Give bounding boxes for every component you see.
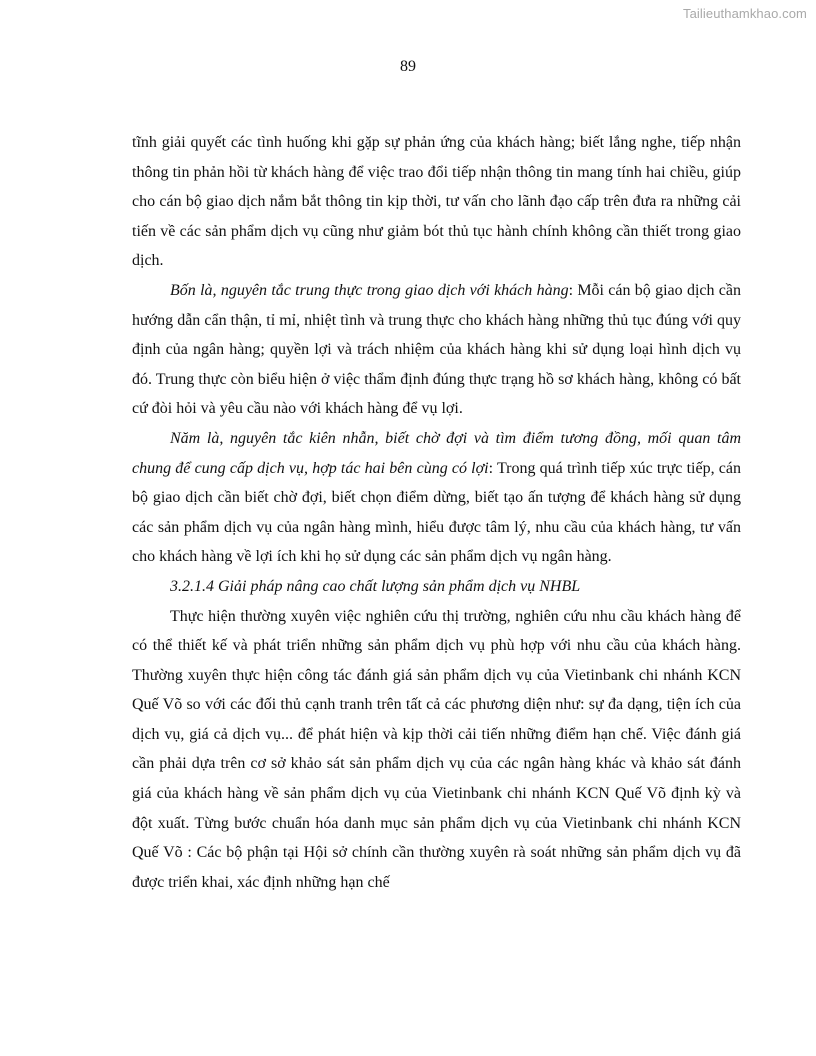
paragraph-continuation: tĩnh giải quyết các tình huống khi gặp sự phản ứng của khách hàng; biết lắng nghe, tiếp nhận thông tin phản hồi từ khách hàng để việc trao đổi tiếp nhận thông tin mang tính hai chiều, giúp cho cán bộ giao dịch nắm bắt thông tin kịp thời, tư vấn cho lãnh đạo cấp trên đưa ra những cải tiến về các sản phẩm dịch vụ cũng như giảm bót thủ tục hành chính không cần thiết trong giao dịch. (132, 134, 741, 270)
principle-five-title: Năm là, nguyên tắc kiên nhẫn, biết chờ đợi và tìm điểm tương đồng, mối quan tâm chung để cung cấp dịch vụ, hợp tác hai bên cùng có lợi (132, 429, 741, 477)
page-number: 89 (400, 58, 416, 75)
paragraph-quality-solution: Thực hiện thường xuyên việc nghiên cứu thị trường, nghiên cứu nhu cầu khách hàng để có thể thiết kế và phát triển những sản phẩm dịch vụ phù hợp với nhu cầu của khách hàng. Thường xuyên thực hiện công tác đánh giá sản phẩm dịch vụ của Vietinbank chi nhánh KCN Quế Võ so với các đối thủ cạnh tranh trên tất cả các phương diện như: sự đa dạng, tiện ích của dịch vụ, giá cả dịch vụ... để phát hiện và kịp thời cải tiến những điểm hạn chế. Việc đánh giá cần phải dựa trên cơ sở khảo sát sản phẩm dịch vụ của các ngân hàng khác và khảo sát đánh giá của khách hàng về sản phẩm dịch vụ của Vietinbank chi nhánh KCN Quế Võ định kỳ và đột xuất. Từng bước chuẩn hóa danh mục sản phẩm dịch vụ của Vietinbank chi nhánh KCN Quế Võ : Các bộ phận tại Hội sở chính cần thường xuyên rà soát những sản phẩm dịch vụ đã được triển khai, xác định những hạn chế (132, 607, 741, 891)
paragraph-principle-five (132, 424, 741, 572)
watermark: Tailieuthamkhao.com (682, 6, 807, 21)
principle-four-body: : Mỗi cán bộ giao dịch cần hướng dẫn cẩn thận, tỉ mỉ, nhiệt tình và trung thực cho khách hàng những thủ tục đúng với quy định của ngân hàng; quyền lợi và trách nhiệm của khách hàng khi sử dụng loại hình dịch vụ đó. Trung thực còn biểu hiện ở việc thẩm định đúng thực trạng hồ sơ khách hàng, không có bất cứ đòi hỏi và yêu cầu nào với khách hàng để vụ lợi. (132, 281, 741, 418)
principle-four-title: Bốn là, nguyên tắc trung thực trong giao dịch với khách hàng (170, 281, 569, 299)
paragraph-principle-four (132, 276, 741, 424)
document-body (132, 128, 741, 897)
section-heading: 3.2.1.4 Giải pháp nâng cao chất lượng sản phẩm dịch vụ NHBL (170, 577, 581, 595)
principle-five-body: : Trong quá trình tiếp xúc trực tiếp, cán bộ giao dịch cần biết chờ đợi, biết chọn điểm dừng, biết tạo ấn tượng để khách hàng sử dụng các sản phẩm dịch vụ của ngân hàng mình, hiểu được tâm lý, nhu cầu của khách hàng, tư vấn cho khách hàng về lợi ích khi họ sử dụng các sản phẩm dịch vụ ngân hàng. (132, 459, 741, 566)
